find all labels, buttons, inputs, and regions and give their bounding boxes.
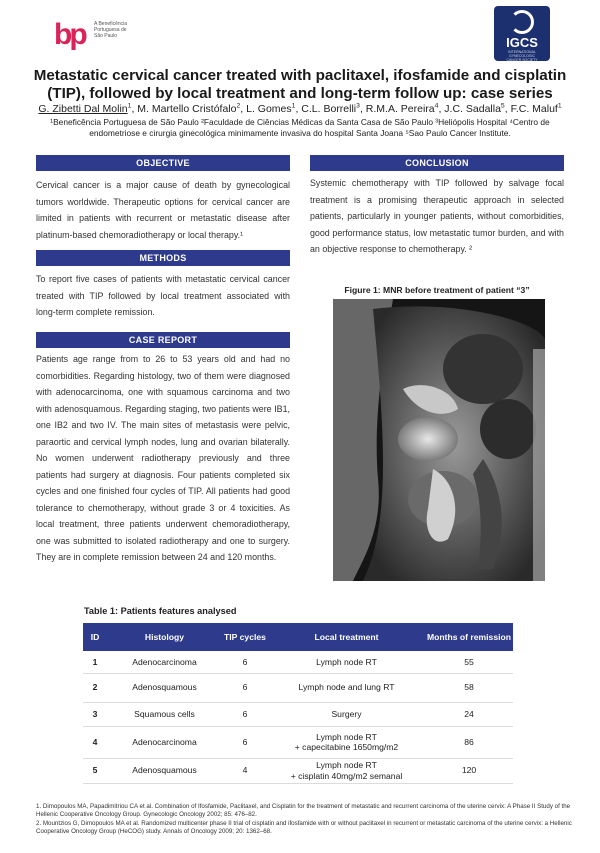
methods-text: To report five cases of patients with metastatic cervical cancer treated with TIP followed by local treatment associated with long-term complete remission. [36, 274, 290, 317]
row-tip-cycles: 6 [222, 651, 268, 673]
case-report-text: Patients age range from to 26 to 53 years old and had no comorbidities. Regarding histology, two of them were diagnosed with adenocarcinoma, one with squamous carcinoma and two with adenosquamous. Regarding staging, two patients were IB1, one IB2 and two IV. The main sites of metastasis were pelvic, paraortic and cervical lymph nodes, lung and ovarian bilaterally. No women underwent radiotherapy previously and three patients had surgery at diagnosis. Four patients completed six cycles and one finished four cycles of TIP. All patients had good tolerance to chemotherapy, without grade 3 or 4 toxicities. As local treatment, three patients underwent chemoradiotherapy, one was submitted to isolated radiotherapy and one to surgery. They are in complete remission between 24 and 120 months. [36, 354, 290, 562]
mri-image [333, 299, 545, 581]
author-affiliation-number: 1 [291, 102, 296, 110]
row-months-remission: 58 [425, 673, 513, 702]
methods-heading: METHODS [36, 250, 290, 266]
treatment-line: Lymph node RT [316, 731, 377, 742]
author-affiliation-number: 4 [434, 102, 439, 110]
row-id: 3 [83, 702, 107, 726]
igcs-logo-text: IGCS [506, 35, 538, 50]
beneficencia-logo [38, 7, 130, 57]
author-name: F.C. Maluf [510, 103, 558, 115]
row-tip-cycles: 6 [222, 673, 268, 702]
igcs-logo-subtext: INTERNATIONAL GYNECOLOGIC CANCER SOCIETY [506, 50, 538, 62]
treatment-line-addition: + capecitabine 1650mg/m2 [294, 742, 399, 752]
row-tip-cycles: 4 [222, 758, 268, 783]
table-row [83, 702, 513, 726]
table-row [83, 673, 513, 702]
table-row [83, 651, 513, 673]
objective-heading: OBJECTIVE [36, 155, 290, 171]
reference-item: 1. Dimopoulos MA, Papadimitriou CA et al. Combination of Ifosfamide, Paclitaxel, and Cisplatin for the treatment of metastatic and recurrent carcinoma of the uterine cervix: A Phase II Study of the Hellenic Cooperative Oncology Group. Gynecologic Oncology 2002; 85: 476–82. [36, 803, 571, 819]
row-local-treatment [268, 702, 425, 726]
treatment-line: Lymph node RT [316, 760, 377, 770]
treatment-line-addition: + cisplatin 40mg/m2 semanal [290, 770, 403, 781]
table-header-row [83, 623, 513, 651]
row-histology: Adenosquamous [107, 758, 222, 783]
row-months-remission: 55 [425, 651, 513, 673]
row-tip-cycles: 6 [222, 726, 268, 758]
row-local-treatment [268, 673, 425, 702]
bp-logo-mark: bp [54, 18, 85, 51]
igcs-swirl-icon [510, 10, 534, 34]
row-histology: Adenocarcinoma [107, 651, 222, 673]
row-id: 2 [83, 673, 107, 702]
author-name: L. Gomes [246, 103, 292, 115]
header-tip-cycles: TIP cycles [222, 623, 268, 651]
row-months-remission: 24 [425, 702, 513, 726]
row-local-treatment [268, 758, 425, 783]
header-histology: Histology [107, 623, 222, 651]
table-row [83, 758, 513, 783]
row-local-treatment [268, 651, 425, 673]
row-id: 5 [83, 758, 107, 783]
author-name: G. Zibetti Dal Molin [38, 103, 128, 115]
row-months-remission: 86 [425, 726, 513, 758]
treatment-line: Surgery [331, 708, 362, 719]
row-local-treatment [268, 726, 425, 758]
row-id: 4 [83, 726, 107, 758]
poster-title: Metastatic cervical cancer treated with paclitaxel, ifosfamide and cisplatin (TIP), followed by local treatment and long-term follow up: case series [33, 67, 567, 102]
case-report-heading: CASE REPORT [36, 332, 290, 348]
figure-caption: Figure 1: MNR before treatment of patient “3” [344, 285, 530, 295]
treatment-line: Lymph node and lung RT [298, 682, 395, 693]
bp-logo-text: A Beneficência Portuguesa de São Paulo [94, 21, 128, 39]
row-id: 1 [83, 651, 107, 673]
author-list: G. Zibetti Dal Molin$^1$, M. Martello Cristófalo$^2$, L. Gomes$^1$, C.L. Borrelli$^3$, R.M.A. Pereira$^4$, J.C. Sadalla$^5$, F.C. Maluf$^1$ [38, 102, 562, 115]
author-name: J.C. Sadalla [444, 103, 501, 115]
header-id: ID [83, 623, 107, 651]
table-title: Table 1: Patients features analysed [84, 606, 237, 616]
author-affiliation-number: 1 [557, 102, 562, 110]
header-local-treatment: Local treatment [268, 623, 425, 651]
author-name: M. Martello Cristófalo [137, 103, 237, 115]
header-months-remission: Months of remission [425, 623, 513, 651]
row-histology: Adenosquamous [107, 673, 222, 702]
treatment-line: Lymph node RT [316, 656, 377, 667]
author-affiliation-number: 1 [127, 102, 132, 110]
author-name: R.M.A. Pereira [365, 103, 435, 115]
row-histology: Adenocarcinoma [107, 726, 222, 758]
row-months-remission: 120 [425, 758, 513, 783]
objective-text: Cervical cancer is a major cause of death by gynecological tumors worldwide. Therapeutic options for cervical cancer are limited in patients with recurrent or metastatic disease after platinum-based chemoradiotherapy or local therapy.¹ [36, 180, 290, 240]
table-row [83, 726, 513, 758]
patients-table [83, 623, 513, 784]
affiliations: ¹Beneficência Portuguesa de São Paulo ²Faculdade de Ciências Médicas da Santa Casa de São Paulo ³Heliópolis Hospital ⁴Centro de endometriose e cirurgia ginecológica minimamente invasiva do hospital Santa Joana ⁵Sao Paulo Cancer Institute. [50, 117, 550, 138]
row-histology: Squamous cells [107, 702, 222, 726]
igcs-logo [494, 6, 550, 61]
mri-scan-illustration [333, 299, 545, 581]
author-affiliation-number: 3 [356, 102, 360, 110]
conclusion-text: Systemic chemotherapy with TIP followed by salvage focal treatment is a promising therapeutic approach in selected patients, particularly in younger patients, without comorbidities, good performance status, low metastatic tumor burden, and with an objective response to chemotherapy. ² [310, 178, 564, 254]
references [36, 803, 572, 836]
author-affiliation-number: 5 [500, 102, 505, 110]
row-tip-cycles: 6 [222, 702, 268, 726]
reference-item: 2. Mountzios G, Dimopoulos MA et al. Randomized multicenter phase II trial of cisplatin and ifosfamide with or without paclitaxel in recurrent or metastatic carcinoma of the uterine cervix: a Hellenic Cooperative Oncology Group (HeCOG) study. Annals of Oncology 2009; 20: 1362–68. [36, 819, 572, 835]
author-affiliation-number: 2 [236, 102, 241, 110]
conclusion-heading: CONCLUSION [310, 155, 564, 171]
author-name: C.L. Borrelli [301, 103, 357, 115]
